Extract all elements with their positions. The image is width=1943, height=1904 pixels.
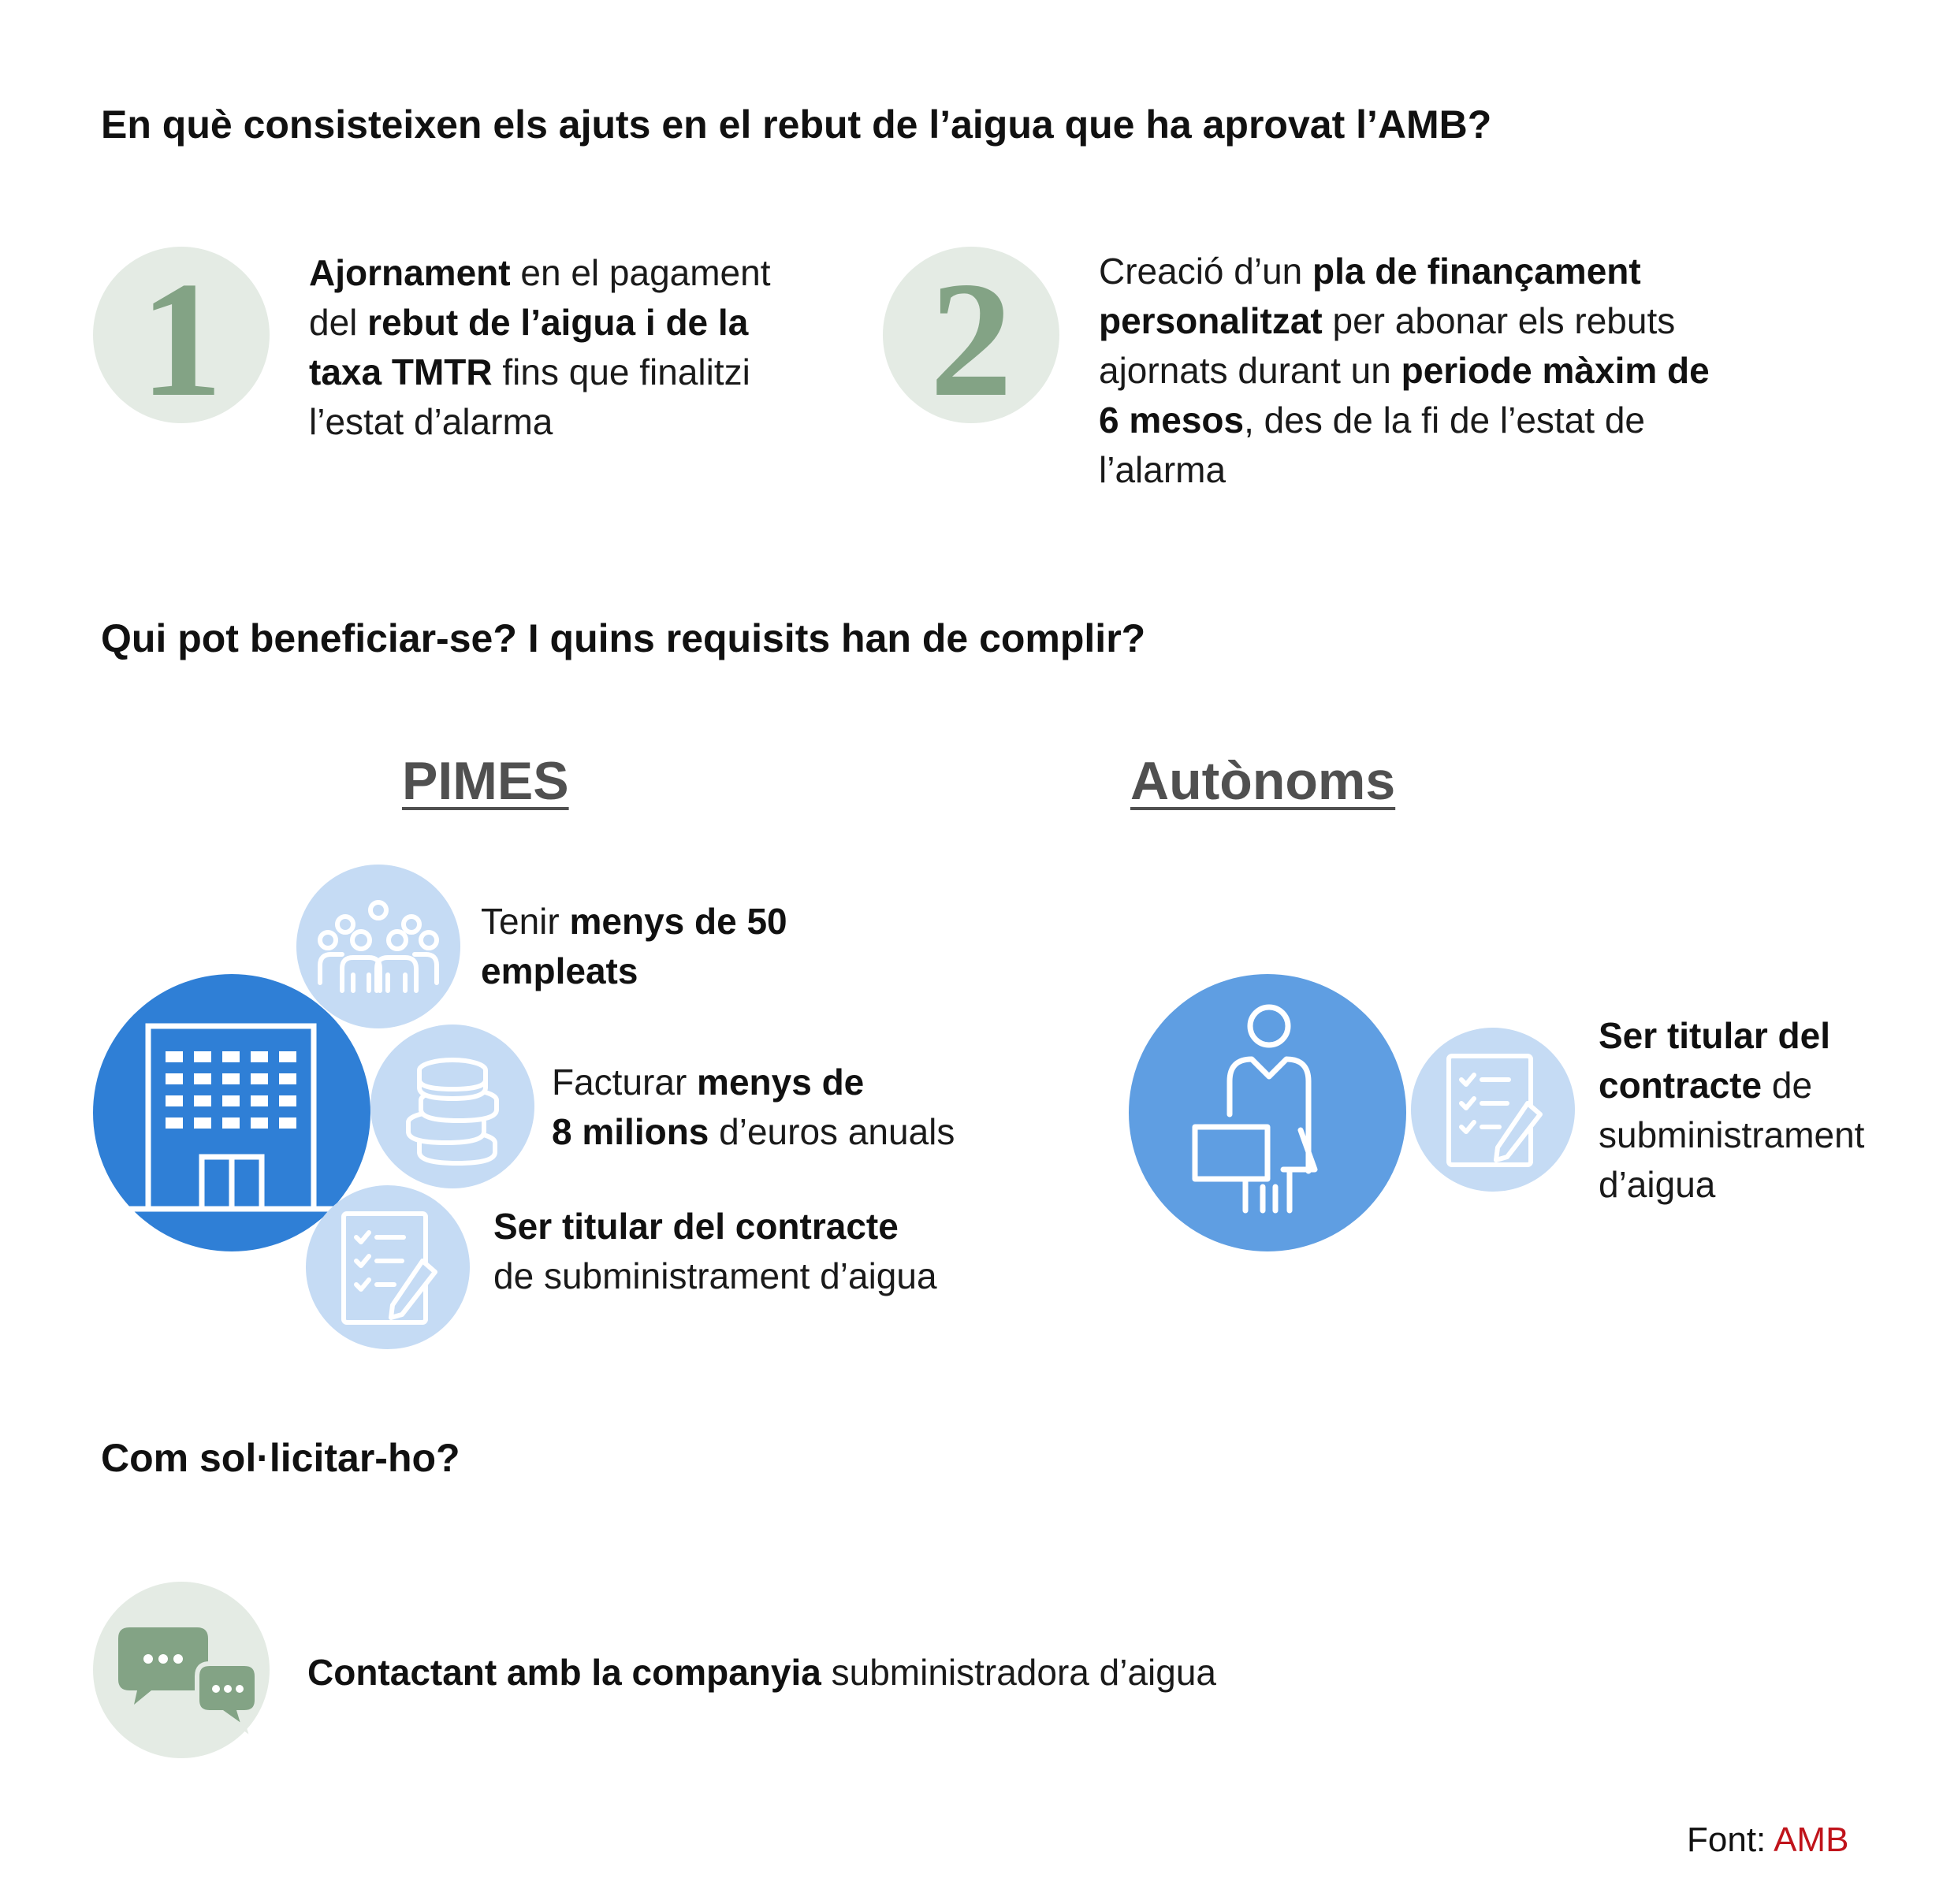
pimes-req-1-text: Tenir [481, 901, 570, 942]
question-1-heading: En què consisteixen els ajuts en el rebut de l’aigua que ha aprovat l’AMB? [101, 102, 1492, 147]
pimes-req-3 [493, 1202, 966, 1301]
contact-bold: Contactant amb la companyia [307, 1652, 821, 1693]
item-2-text-b: per abonar els rebuts ajornats durant un [1099, 300, 1676, 391]
item-2-text-c: , des de la fi de l’estat de l’alarma [1099, 400, 1645, 490]
number-2: 2 [929, 248, 1013, 431]
pimes-req-2-bold-b: 8 milions [552, 1111, 709, 1152]
pimes-req-2-text-b: d’euros anuals [709, 1111, 955, 1152]
autonoms-req-1 [1599, 1011, 1914, 1210]
source-label: Font: [1687, 1820, 1774, 1859]
coins-icon [370, 1025, 534, 1188]
autonoms-req-1-text: de subministrament d’aigua [1599, 1065, 1865, 1205]
item-1-text-b: fins que finalitzi l’estat d’alarma [309, 351, 750, 442]
question-2-heading: Qui pot beneficiar-se? I quins requisits han de complir? [101, 616, 1146, 660]
item-1-text-a: en el pagament del [309, 252, 771, 343]
question-3-heading: Com sol·licitar-ho? [101, 1436, 460, 1480]
source-value: AMB [1774, 1820, 1849, 1859]
chat-bubbles-icon [93, 1582, 270, 1758]
autonoms-heading: Autònoms [1130, 751, 1396, 811]
source-line [1687, 1820, 1848, 1860]
autonoms-req-1-bold: Ser titular del contracte [1599, 1015, 1830, 1106]
item-2-bold-periode: periode màxim de 6 mesos [1099, 350, 1710, 441]
pimes-req-2 [552, 1058, 1119, 1157]
item-1-bold-ajornament: Ajornament [309, 252, 511, 293]
pimes-req-2-text-a: Facturar [552, 1062, 698, 1103]
number-1: 1 [140, 248, 223, 431]
item-2-text-a: Creació d’un [1099, 251, 1313, 292]
item-1-bold-rebut: rebut de l’aigua i de la taxa TMTR [309, 302, 749, 392]
item-2-text [1099, 247, 1714, 495]
pimes-req-1 [481, 897, 812, 996]
pimes-req-3-bold: Ser titular del contracte [493, 1206, 899, 1247]
item-1-text [309, 248, 798, 447]
contact-rest: subministradora d’aigua [821, 1652, 1216, 1693]
pimes-req-3-text: de subministrament d’aigua [493, 1255, 937, 1296]
checklist-icon [306, 1185, 470, 1349]
person-laptop-icon [1129, 974, 1406, 1251]
pimes-req-1-bold: menys de 50 empleats [481, 901, 787, 991]
pimes-req-2-bold-a: menys de [697, 1062, 865, 1103]
pimes-heading: PIMES [402, 751, 569, 811]
checklist-icon [1411, 1028, 1575, 1192]
item-2-bold-pla: pla de finançament personalitzat [1099, 251, 1641, 341]
contact-text [307, 1648, 1216, 1698]
